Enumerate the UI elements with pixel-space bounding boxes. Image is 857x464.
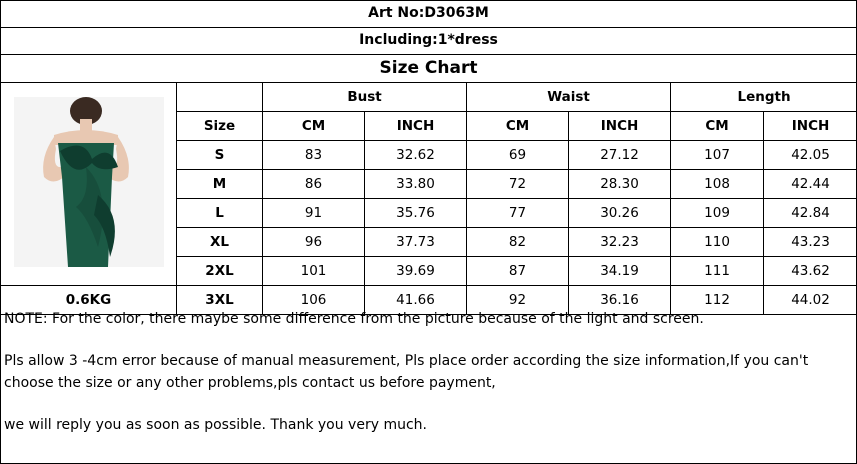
art-number: Art No:D3063M: [368, 5, 489, 21]
table-cell: 37.73: [365, 228, 467, 257]
color-note: NOTE: For the color, there maybe some difference from the picture because of the light and screen.: [4, 311, 704, 327]
size-label: XL: [177, 228, 263, 257]
size-label: 3XL: [177, 286, 263, 315]
table-cell: 32.62: [365, 141, 467, 170]
length-header: Length: [671, 83, 857, 112]
product-photo-cell: [1, 83, 177, 286]
table-cell: 43.62: [764, 257, 857, 286]
table-cell: 106: [263, 286, 365, 315]
table-cell: 107: [671, 141, 764, 170]
unit-header: CM: [263, 112, 365, 141]
blank-header-cell: [177, 83, 263, 112]
table-cell: 28.30: [569, 170, 671, 199]
table-cell: 42.84: [764, 199, 857, 228]
table-cell: 92: [467, 286, 569, 315]
table-cell: 83: [263, 141, 365, 170]
table-cell: 108: [671, 170, 764, 199]
closing-note: we will reply you as soon as possible. Thank you very much.: [4, 417, 427, 433]
table-cell: 87: [467, 257, 569, 286]
table-cell: 86: [263, 170, 365, 199]
unit-header: INCH: [569, 112, 671, 141]
unit-header: CM: [671, 112, 764, 141]
table-cell: 110: [671, 228, 764, 257]
unit-header: CM: [467, 112, 569, 141]
table-cell: 39.69: [365, 257, 467, 286]
table-cell: 27.12: [569, 141, 671, 170]
table-cell: 41.66: [365, 286, 467, 315]
size-table: [0, 82, 857, 315]
table-cell: 69: [467, 141, 569, 170]
table-cell: 101: [263, 257, 365, 286]
table-cell: 33.80: [365, 170, 467, 199]
measurement-note-continued: choose the size or any other problems,pls contact us before payment,: [4, 375, 496, 391]
table-cell: 91: [263, 199, 365, 228]
table-cell: 36.16: [569, 286, 671, 315]
table-cell: 44.02: [764, 286, 857, 315]
table-cell: 72: [467, 170, 569, 199]
table-cell: 96: [263, 228, 365, 257]
table-cell: 82: [467, 228, 569, 257]
table-cell: 109: [671, 199, 764, 228]
measurement-note: Pls allow 3 -4cm error because of manual measurement, Pls place order according the size information,If you can't: [4, 353, 809, 369]
table-cell: 77: [467, 199, 569, 228]
size-column-header: Size: [177, 112, 263, 141]
table-cell: 32.23: [569, 228, 671, 257]
table-cell: 112: [671, 286, 764, 315]
included-items: Including:1*dress: [359, 32, 498, 48]
dress-photo: [14, 97, 164, 267]
unit-header: INCH: [365, 112, 467, 141]
size-label: 2XL: [177, 257, 263, 286]
table-cell: 34.19: [569, 257, 671, 286]
waist-header: Waist: [467, 83, 671, 112]
bust-header: Bust: [263, 83, 467, 112]
size-label: L: [177, 199, 263, 228]
table-cell: 35.76: [365, 199, 467, 228]
table-cell: 30.26: [569, 199, 671, 228]
table-cell: 111: [671, 257, 764, 286]
size-label: M: [177, 170, 263, 199]
divider: [0, 27, 857, 28]
divider: [0, 54, 857, 55]
unit-header: INCH: [764, 112, 857, 141]
table-cell: 43.23: [764, 228, 857, 257]
chart-title: Size Chart: [379, 58, 478, 78]
package-weight: 0.6KG: [1, 286, 177, 315]
table-cell: 42.05: [764, 141, 857, 170]
size-label: S: [177, 141, 263, 170]
table-cell: 42.44: [764, 170, 857, 199]
